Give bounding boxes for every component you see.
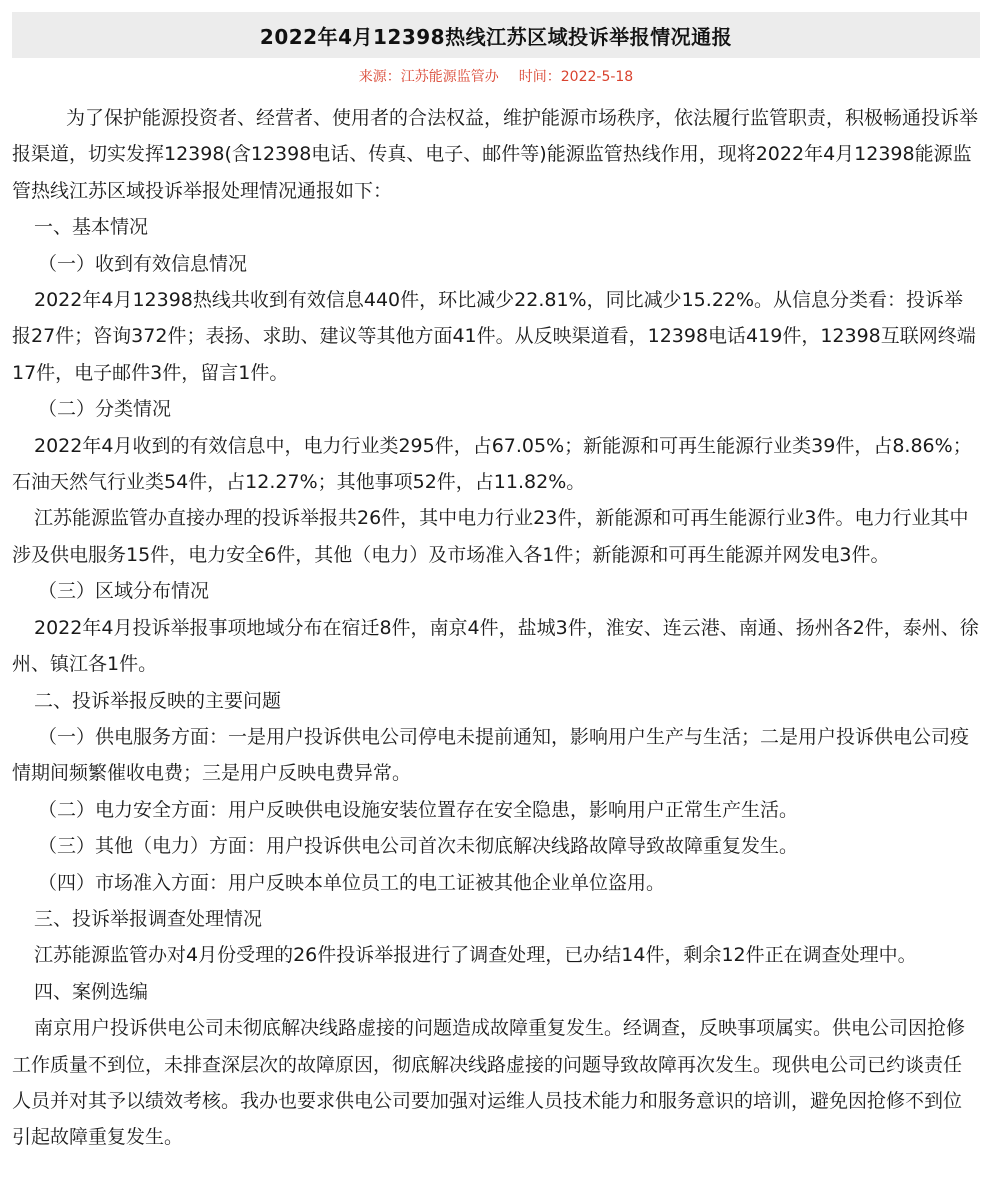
paragraph-direct-handling: 江苏能源监管办直接办理的投诉举报共26件，其中电力行业23件，新能源和可再生能源行业3件。电力行业其中涉及供电服务15件，电力安全6件，其他（电力）及市场准入各1件；新能源和可再生能源并网发电3件。 xyxy=(12,507,969,566)
section-heading-handling: 三、投诉举报调查处理情况 xyxy=(34,907,263,930)
time-label: 时间：2022-5-18 xyxy=(518,69,634,85)
section-heading-problems: 二、投诉举报反映的主要问题 xyxy=(34,689,282,712)
paragraph-other-power: （三）其他（电力）方面：用户投诉供电公司首次未彻底解决线路故障导致故障重复发生。 xyxy=(38,835,799,858)
intro-paragraph: 为了保护能源投资者、经营者、使用者的合法权益，维护能源市场秩序，依法履行监管职责，积极畅通投诉举报渠道，切实发挥12398(含12398电话、传真、电子、邮件等)能源监管热线作用，现将2022年4月12398能源监管热线江苏区域投诉举报处理情况通报如下： xyxy=(12,107,979,202)
subsection-heading-region: （三）区域分布情况 xyxy=(38,580,210,603)
paragraph-market-access: （四）市场准入方面：用户反映本单位员工的电工证被其他企业单位盗用。 xyxy=(38,871,666,894)
article-body xyxy=(12,100,980,1156)
paragraph-region: 2022年4月投诉举报事项地域分布在宿迁8件，南京4件，盐城3件，淮安、连云港、南通、扬州各2件，泰州、徐州、镇江各1件。 xyxy=(12,616,979,676)
subsection-heading-classification: （二）分类情况 xyxy=(38,398,172,421)
section-heading-cases: 四、案例选编 xyxy=(34,980,149,1003)
paragraph-power-service: （一）供电服务方面：一是用户投诉供电公司停电未提前通知，影响用户生产与生活；二是用户投诉供电公司疫情期间频繁催收电费；三是用户反映电费异常。 xyxy=(12,725,970,785)
paragraph-classification: 2022年4月收到的有效信息中，电力行业类295件，占67.05%；新能源和可再生能源行业类39件，占8.86%；石油天然气行业类54件，占12.27%；其他事项52件，占11.82%。 xyxy=(12,434,972,494)
section-heading-basic: 一、基本情况 xyxy=(34,216,149,239)
paragraph-case: 南京用户投诉供电公司未彻底解决线路虚接的问题造成故障重复发生。经调查，反映事项属实。供电公司因抢修工作质量不到位，未排查深层次的故障原因，彻底解决线路虚接的问题导致故障再次发生。现供电公司已约谈责任人员并对其予以绩效考核。我办也要求供电公司要加强对运维人员技术能力和服务意识的培训，避免因抢修不到位引起故障重复发生。 xyxy=(12,1017,966,1149)
paragraph-received-info: 2022年4月12398热线共收到有效信息440件，环比减少22.81%，同比减少15.22%。从信息分类看：投诉举报27件；咨询372件；表扬、求助、建议等其他方面41件。从反映渠道看，12398电话419件，12398互联网终端17件，电子邮件3件，留言1件。 xyxy=(12,289,976,384)
paragraph-power-safety: （二）电力安全方面：用户反映供电设施安装位置存在安全隐患，影响用户正常生产生活。 xyxy=(38,798,799,821)
subsection-heading-received: （一）收到有效信息情况 xyxy=(38,252,248,275)
source-label: 来源：江苏能源监管办 xyxy=(358,69,499,85)
paragraph-handling: 江苏能源监管办对4月份受理的26件投诉举报进行了调查处理，已办结14件，剩余12件正在调查处理中。 xyxy=(34,944,917,967)
page-title: 2022年4月12398热线江苏区域投诉举报情况通报 xyxy=(259,24,733,49)
title-bar xyxy=(12,12,980,58)
article-meta xyxy=(0,66,992,88)
